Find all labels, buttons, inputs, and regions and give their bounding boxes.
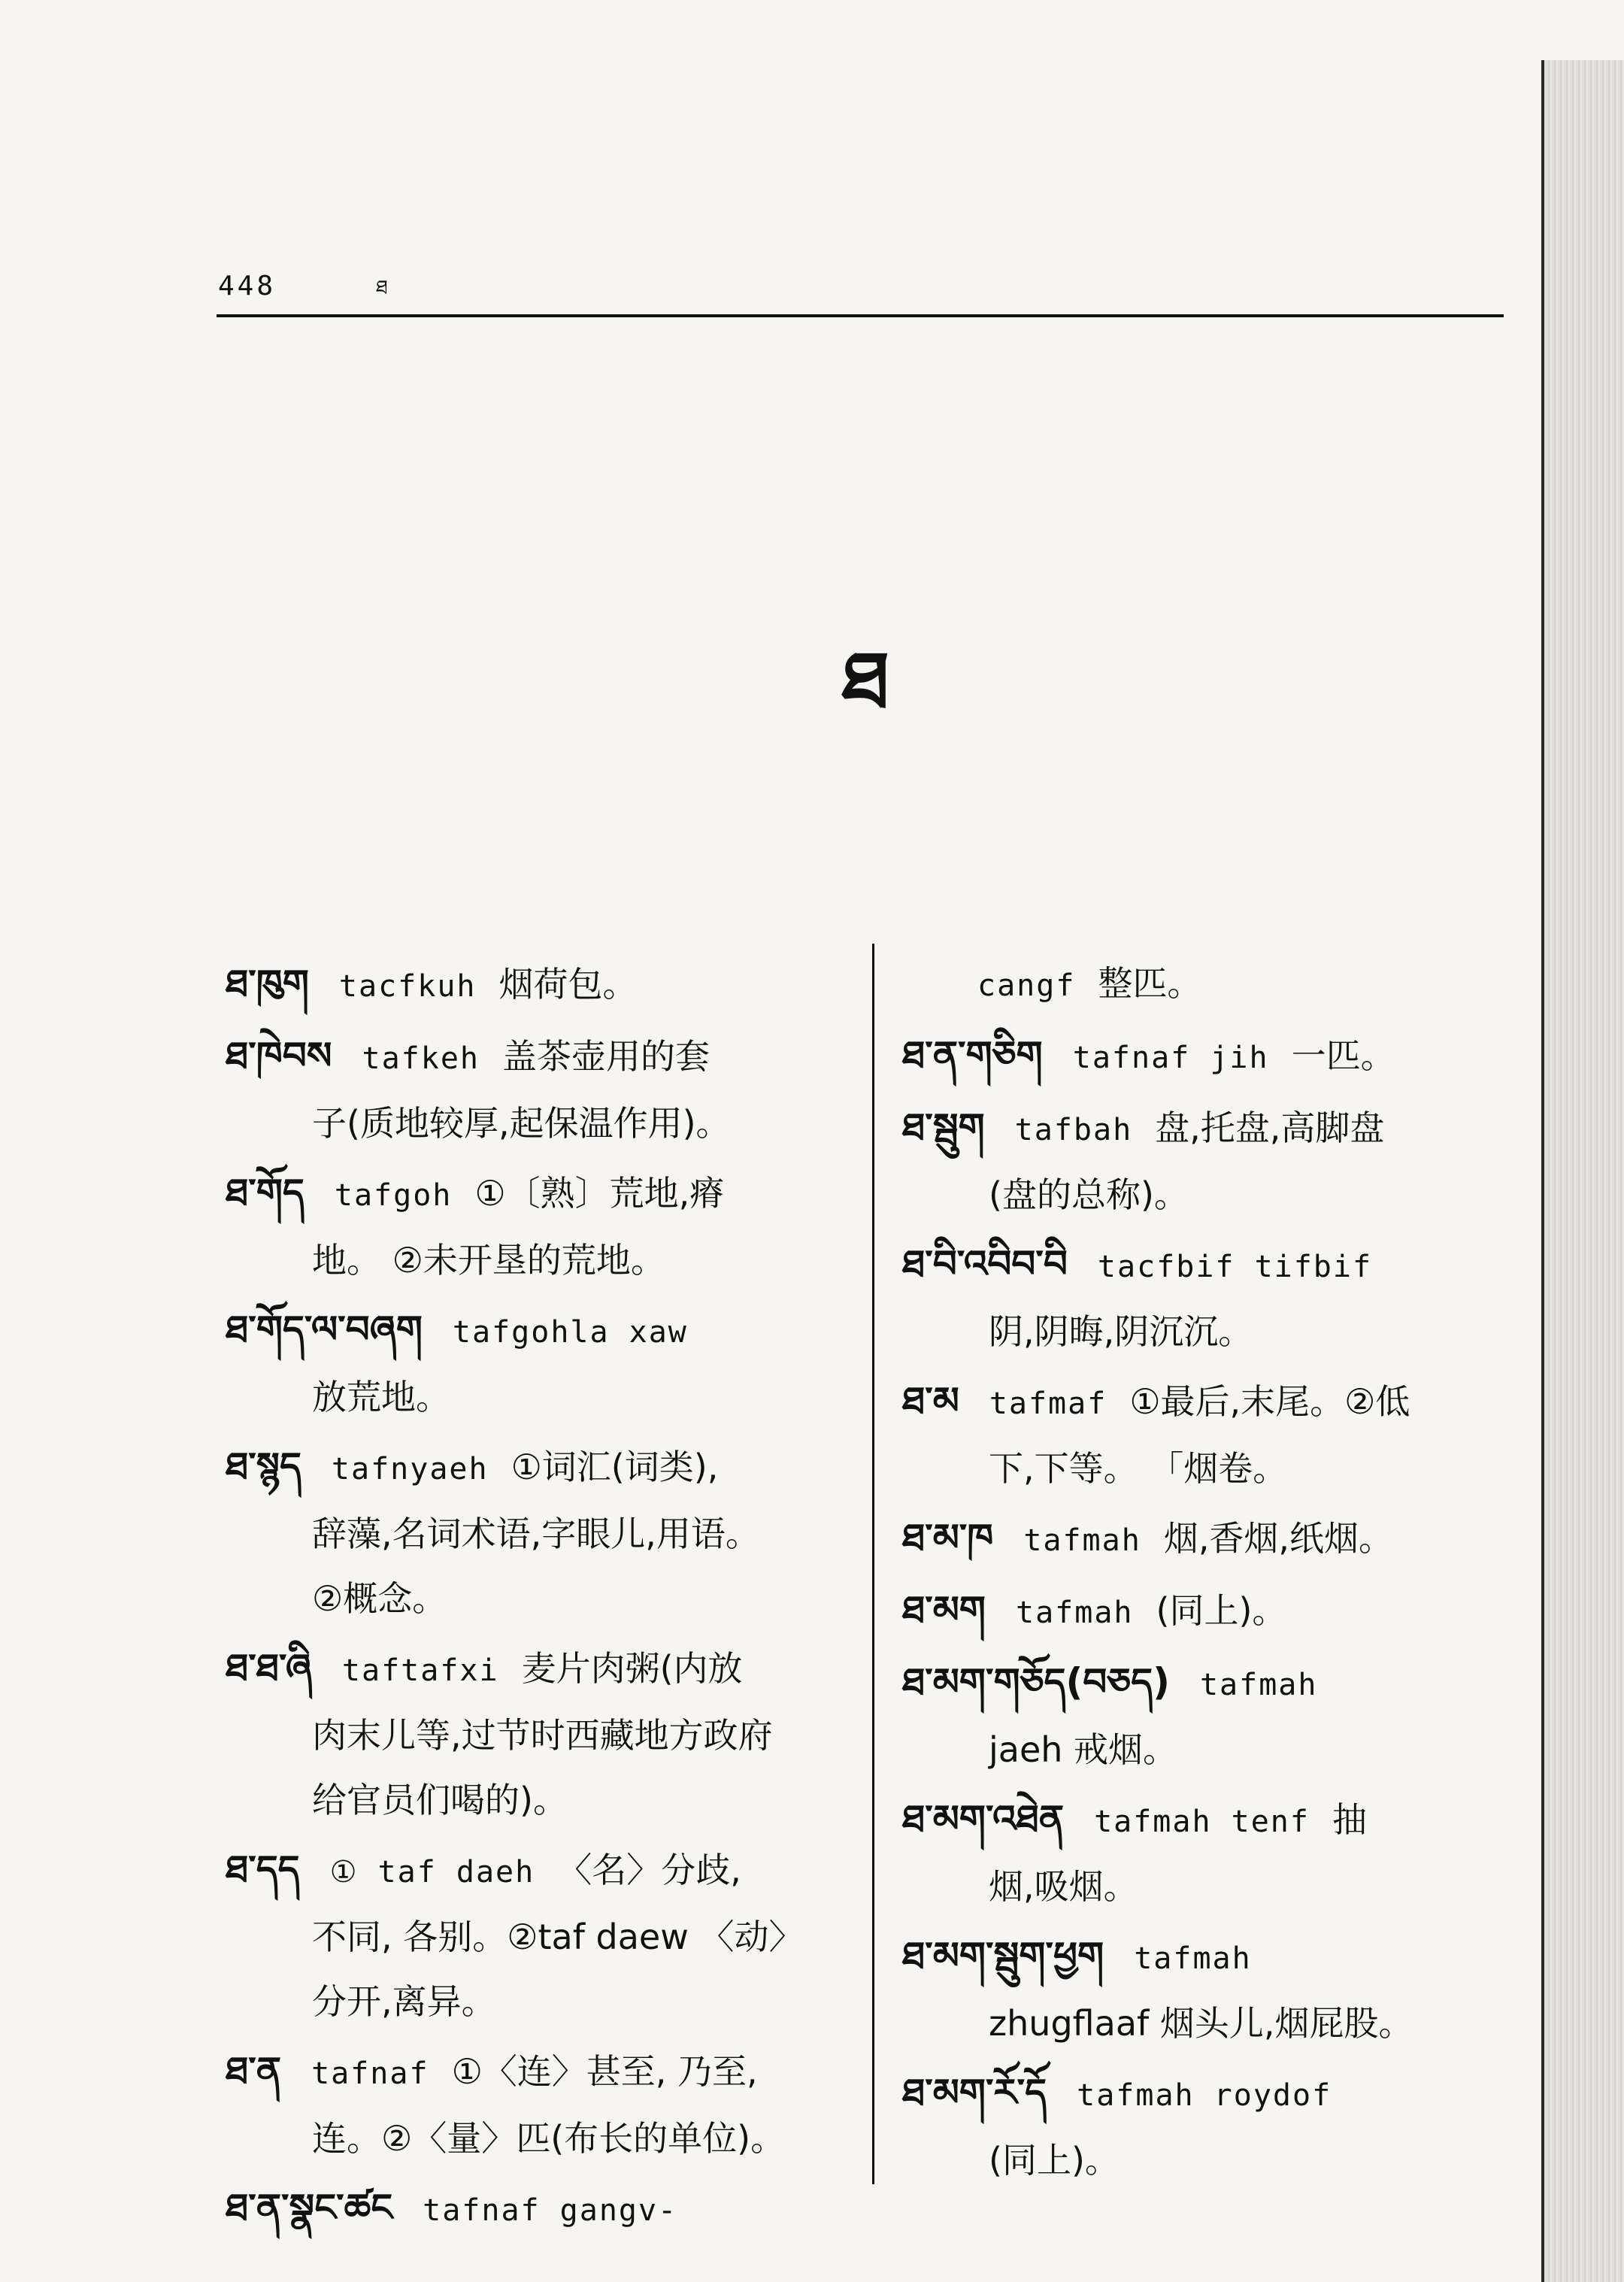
dictionary-entry xyxy=(902,1368,1526,1501)
definition-text: 烟荷包。 xyxy=(498,964,638,1005)
entry-first-line xyxy=(902,1095,1526,1162)
headword-tibetan: ཐ་མག་སྦུག་ཕྱག xyxy=(902,1934,1104,1977)
headword-tibetan: ཐ་གོད xyxy=(226,1171,304,1214)
entry-first-line xyxy=(902,2060,1526,2128)
headword-romanization: tafmah xyxy=(1134,1941,1252,1976)
headword-tibetan: ཐ་ཐ་ཞི xyxy=(226,1646,312,1690)
headword-romanization: tafbah xyxy=(1014,1113,1133,1147)
definition-text: 烟,香烟,纸烟。 xyxy=(1163,1518,1394,1559)
headword-tibetan: ཐ་མག་འཐེན xyxy=(902,1797,1065,1841)
definition-text: ①〔熟〕荒地,瘠 xyxy=(474,1173,725,1214)
definition-continuation: jaeh 戒烟。 xyxy=(989,1729,1178,1770)
headword-romanization: tacfbif tifbif xyxy=(1097,1250,1373,1284)
headword-tibetan: ཐ་མག xyxy=(902,1588,986,1632)
dictionary-entry xyxy=(902,951,1526,1018)
definition-continuation: 不同, 各别。②taf daew 〈动〉 xyxy=(312,1917,804,1957)
headword-tibetan: ཐ་དད xyxy=(226,1847,300,1891)
column-divider xyxy=(872,944,874,2184)
dictionary-entry xyxy=(902,1023,1526,1090)
headword-romanization: ① taf daeh xyxy=(329,1855,535,1890)
definition-continuation: 地。 ②未开垦的荒地。 xyxy=(312,1240,665,1280)
headword-tibetan: ཐ་ཁུག xyxy=(226,962,309,1005)
definition-text: 〈名〉分歧, xyxy=(557,1850,741,1890)
dictionary-entry xyxy=(226,2175,857,2243)
definition-text: ①词汇(词类), xyxy=(511,1447,719,1487)
dictionary-entry xyxy=(226,1635,857,1832)
headword-romanization: tafnaf xyxy=(311,2056,429,2091)
entry-first-line xyxy=(902,1232,1526,1299)
dictionary-entry xyxy=(902,2060,1526,2193)
headword-tibetan: ཐ་མ་ཁ xyxy=(902,1516,994,1559)
dictionary-entry xyxy=(226,1837,857,2034)
header-section-letter: ཐ xyxy=(376,277,391,299)
entry-first-line xyxy=(977,951,1526,1018)
definition-text: ①〈连〉甚至, 乃至, xyxy=(451,2051,758,2092)
entry-first-line xyxy=(226,2038,857,2106)
entry-first-line xyxy=(902,1787,1526,1854)
dictionary-entry xyxy=(226,1023,857,1156)
headword-romanization: tafmah tenf xyxy=(1094,1805,1310,1839)
headword-romanization: taftafxi xyxy=(341,1653,499,1688)
definition-continuation: 放荒地。 xyxy=(312,1377,450,1417)
entry-first-line xyxy=(226,1160,857,1228)
headword-romanization: tafmah xyxy=(1023,1523,1141,1558)
definition-continuation: 分开,离异。 xyxy=(312,1981,496,2022)
headword-tibetan: ཐ་མ xyxy=(902,1379,959,1423)
entry-first-line xyxy=(902,1577,1526,1645)
headword-tibetan: ཐ་ན་སྣང་ཚང xyxy=(226,2186,393,2229)
definition-continuation: 肉末儿等,过节时西藏地方政府 xyxy=(312,1715,773,1756)
dictionary-entry xyxy=(226,951,857,1019)
entry-first-line xyxy=(226,951,857,1019)
entry-first-line xyxy=(226,1635,857,1703)
dictionary-entry xyxy=(902,1505,1526,1573)
headword-romanization: tafkeh xyxy=(362,1041,480,1076)
headword-tibetan: ཐ་གོད་ལ་བཞག xyxy=(226,1308,423,1351)
definition-text: 一匹。 xyxy=(1291,1035,1395,1076)
page-header xyxy=(218,271,391,302)
headword-romanization: cangf xyxy=(977,968,1076,1003)
definition-continuation: 烟,吸烟。 xyxy=(989,1866,1138,1907)
entry-first-line xyxy=(226,1837,857,1905)
headword-romanization: tafmaf xyxy=(989,1386,1107,1421)
headword-romanization: tafmah xyxy=(1199,1668,1318,1702)
entry-first-line xyxy=(902,1505,1526,1573)
dictionary-entry xyxy=(226,1297,857,1429)
definition-continuation: 下,下等。 「烟卷。 xyxy=(989,1448,1288,1489)
headword-tibetan: ཐ་མག་རོ་དོ xyxy=(902,2071,1047,2114)
entry-first-line xyxy=(226,2175,857,2243)
dictionary-entry xyxy=(226,2038,857,2171)
header-rule xyxy=(217,314,1504,317)
definition-continuation: 辞藻,名词术语,字眼儿,用语。 xyxy=(312,1514,760,1554)
entry-first-line xyxy=(902,1650,1526,1717)
headword-romanization: tafnyaeh xyxy=(331,1452,489,1486)
definition-continuation: 连。②〈量〉匹(布长的单位)。 xyxy=(312,2118,786,2159)
dictionary-entry xyxy=(902,1577,1526,1645)
headword-tibetan: ཐ་ན xyxy=(226,2049,282,2093)
dictionary-entry xyxy=(226,1160,857,1293)
headword-romanization: tafgohla xaw xyxy=(452,1315,688,1350)
definition-text: 抽 xyxy=(1332,1799,1367,1840)
headword-tibetan: ཐ་བི་འབིབ་བི xyxy=(902,1242,1068,1286)
definition-text: (同上)。 xyxy=(1156,1590,1287,1631)
headword-romanization: tafmah roydof xyxy=(1077,2078,1332,2113)
definition-text: 整匹。 xyxy=(1098,963,1202,1004)
entry-first-line xyxy=(226,1297,857,1365)
headword-romanization: tacfkuh xyxy=(338,969,477,1004)
definition-text: ①最后,末尾。②低 xyxy=(1129,1381,1410,1422)
definition-continuation: 子(质地较厚,起保温作用)。 xyxy=(312,1103,731,1144)
entry-first-line xyxy=(226,1023,857,1091)
entry-first-line xyxy=(226,1434,857,1502)
page-edge-shadow xyxy=(1541,60,1624,2282)
left-column xyxy=(226,951,857,2247)
definition-text: 盖茶壶用的套 xyxy=(502,1036,710,1077)
headword-tibetan: ཐ་ན་གཅིག xyxy=(902,1033,1043,1077)
definition-continuation: 阴,阴晦,阴沉沉。 xyxy=(989,1311,1253,1352)
entry-first-line xyxy=(902,1023,1526,1090)
definition-text: 盘,托盘,高脚盘 xyxy=(1155,1108,1385,1148)
definition-text: 麦片肉粥(内放 xyxy=(521,1648,743,1689)
entry-first-line xyxy=(902,1368,1526,1436)
dictionary-entry xyxy=(226,1434,857,1631)
headword-romanization: tafnaf gangv- xyxy=(423,2193,678,2228)
headword-tibetan: ཐ་སྙད xyxy=(226,1444,301,1488)
section-heading: ཐ xyxy=(842,635,889,726)
headword-tibetan: ཐ་ཁེབས xyxy=(226,1034,332,1077)
definition-continuation: ②概念。 xyxy=(312,1578,447,1619)
entry-first-line xyxy=(902,1923,1526,1991)
definition-continuation: 给官员们喝的)。 xyxy=(312,1780,568,1820)
headword-romanization: tafnaf jih xyxy=(1072,1041,1269,1075)
dictionary-entry xyxy=(902,1650,1526,1782)
headword-tibetan: ཐ་སྦུག xyxy=(902,1105,985,1149)
dictionary-entry xyxy=(902,1095,1526,1227)
dictionary-entry xyxy=(902,1923,1526,2056)
headword-tibetan: ཐ་མག་གཅོད(བཅད) xyxy=(902,1660,1170,1704)
page-number: 448 xyxy=(218,271,277,302)
headword-romanization: tafgoh xyxy=(334,1178,453,1213)
right-column xyxy=(902,951,1526,2197)
dictionary-entry xyxy=(902,1787,1526,1919)
definition-continuation: (盘的总称)。 xyxy=(989,1174,1189,1215)
headword-romanization: tafmah xyxy=(1016,1596,1134,1630)
dictionary-entry xyxy=(902,1232,1526,1364)
definition-continuation: (同上)。 xyxy=(989,2140,1120,2180)
definition-continuation: zhugflaaf 烟头儿,烟屁股。 xyxy=(989,2003,1413,2044)
